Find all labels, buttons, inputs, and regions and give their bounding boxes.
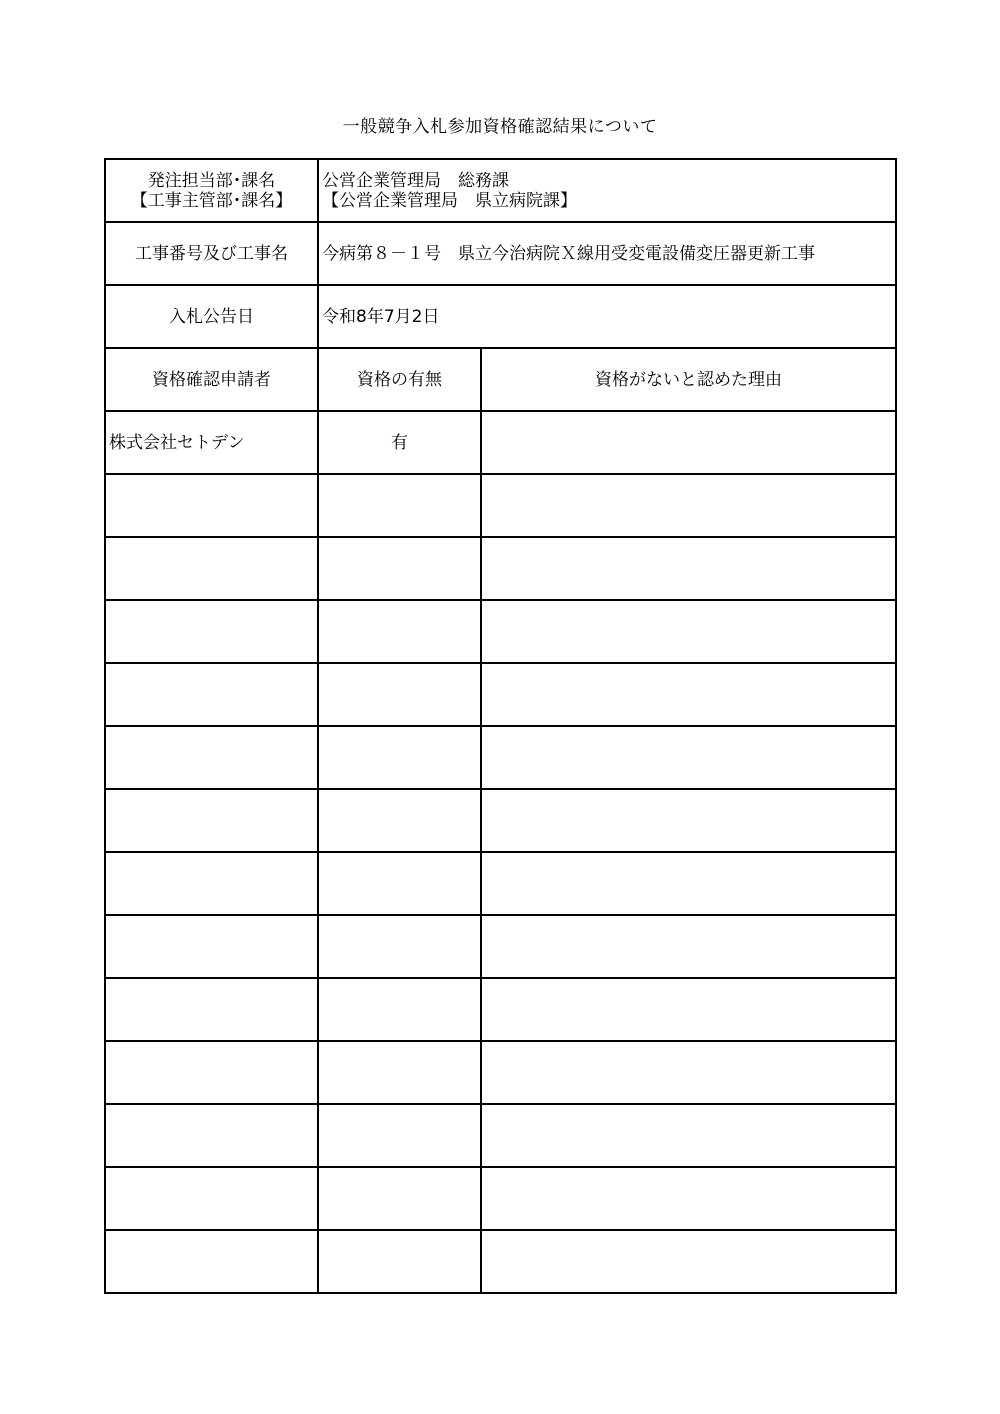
qualified-cell	[318, 663, 481, 726]
department-row	[105, 159, 896, 222]
qualification-result-table	[104, 158, 897, 1294]
applicant-cell	[105, 537, 318, 600]
table-row	[105, 1167, 896, 1230]
applicant-cell	[105, 1230, 318, 1293]
reason-cell	[481, 663, 896, 726]
qualified-cell	[318, 852, 481, 915]
reason-cell	[481, 978, 896, 1041]
applicant-cell	[105, 852, 318, 915]
construction-value: 今病第８－１号 県立今治病院Ｘ線用受変電設備変圧器更新工事	[318, 222, 896, 285]
table-row	[105, 1230, 896, 1293]
table-row	[105, 411, 896, 474]
header-qualified: 資格の有無	[318, 348, 481, 411]
qualified-cell	[318, 726, 481, 789]
reason-cell	[481, 537, 896, 600]
header-reason: 資格がないと認めた理由	[481, 348, 896, 411]
applicant-cell: 株式会社セトデン	[105, 411, 318, 474]
header-applicant: 資格確認申請者	[105, 348, 318, 411]
reason-cell	[481, 789, 896, 852]
table-row	[105, 789, 896, 852]
applicant-cell	[105, 726, 318, 789]
header-row	[105, 348, 896, 411]
reason-cell	[481, 1230, 896, 1293]
applicant-cell	[105, 663, 318, 726]
reason-cell	[481, 474, 896, 537]
applicant-cell	[105, 915, 318, 978]
reason-cell	[481, 1041, 896, 1104]
reason-cell	[481, 726, 896, 789]
qualified-cell: 有	[318, 411, 481, 474]
reason-cell	[481, 411, 896, 474]
department-value	[318, 159, 896, 222]
applicant-cell	[105, 1104, 318, 1167]
table-row	[105, 1104, 896, 1167]
notice-date-value: 令和8年7月2日	[318, 285, 896, 348]
reason-cell	[481, 1104, 896, 1167]
table-row	[105, 726, 896, 789]
notice-date-row	[105, 285, 896, 348]
document-title: 一般競争入札参加資格確認結果について	[342, 117, 658, 137]
qualified-cell	[318, 978, 481, 1041]
applicant-cell	[105, 789, 318, 852]
table-row	[105, 663, 896, 726]
reason-cell	[481, 915, 896, 978]
qualified-cell	[318, 600, 481, 663]
reason-cell	[481, 852, 896, 915]
qualified-cell	[318, 1167, 481, 1230]
table-row	[105, 474, 896, 537]
notice-date-label: 入札公告日	[105, 285, 318, 348]
qualified-cell	[318, 1230, 481, 1293]
construction-row	[105, 222, 896, 285]
department-value-line2: 【公営企業管理局 県立病院課】	[322, 190, 577, 211]
construction-label: 工事番号及び工事名	[105, 222, 318, 285]
table-row	[105, 600, 896, 663]
qualified-cell	[318, 537, 481, 600]
applicant-cell	[105, 600, 318, 663]
department-label	[105, 159, 318, 222]
qualified-cell	[318, 789, 481, 852]
applicant-cell	[105, 978, 318, 1041]
qualified-cell	[318, 1104, 481, 1167]
applicant-cell	[105, 474, 318, 537]
table-row	[105, 978, 896, 1041]
applicant-cell	[105, 1041, 318, 1104]
reason-cell	[481, 600, 896, 663]
applicant-cell	[105, 1167, 318, 1230]
department-label-line2: 【工事主管部･課名】	[130, 190, 293, 211]
department-label-line1: 発注担当部･課名	[147, 170, 276, 191]
qualified-cell	[318, 474, 481, 537]
department-value-line1: 公営企業管理局 総務課	[322, 170, 509, 191]
qualified-cell	[318, 915, 481, 978]
table-row	[105, 915, 896, 978]
table-row	[105, 1041, 896, 1104]
reason-cell	[481, 1167, 896, 1230]
qualified-cell	[318, 1041, 481, 1104]
table-row	[105, 852, 896, 915]
table-row	[105, 537, 896, 600]
